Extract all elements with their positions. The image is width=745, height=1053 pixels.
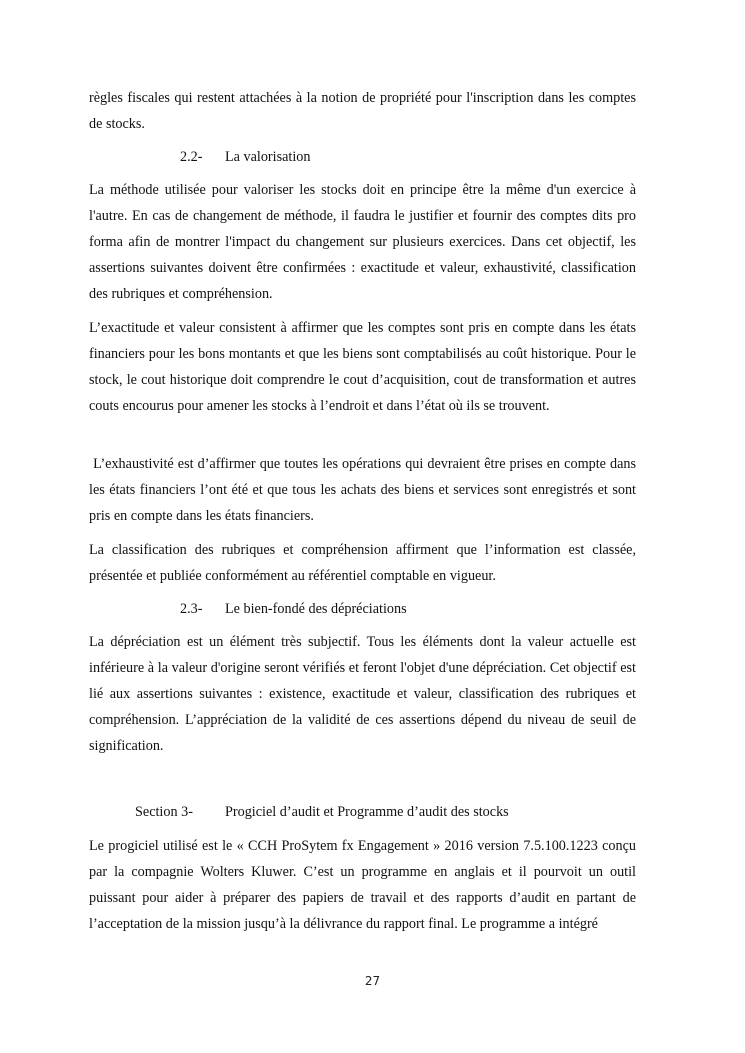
heading-title: Progiciel d’audit et Programme d’audit des stocks [225, 804, 509, 820]
heading-title: La valorisation [225, 149, 311, 165]
paragraph-classification: La classification des rubriques et compréhension affirment que l’information est classée, présentée et publiée conformément au référentiel comptable en vigueur. [89, 542, 636, 584]
heading-number: 2.3- [180, 601, 203, 617]
paragraph-exhaustivite: L’exhaustivité est d’affirmer que toutes les opérations qui devraient être prises en compte dans les états financiers l’ont été et que tous les achats des biens et services sont enregistrés et sont pris en compte dans les états financiers. [89, 456, 640, 524]
heading-number: 2.2- [180, 149, 203, 165]
paragraph-fiscal-rules: règles fiscales qui restent attachées à la notion de propriété pour l'inscription dans les comptes de stocks. [89, 90, 636, 132]
paragraph-progiciel: Le progiciel utilisé est le « CCH ProSytem fx Engagement » 2016 version 7.5.100.1223 conçu par la compagnie Wolters Kluwer. C’est un programme en anglais et il pourvoit un outil puissant pour aider à préparer des papiers de travail et des rapports d’audit en partant de l’acceptation de la mission jusqu’à la délivrance du rapport final. Le programme a intégré [89, 838, 636, 932]
paragraph-exactitude: L’exactitude et valeur consistent à affirmer que les comptes sont pris en compte dans les états financiers pour les bons montants et que les biens sont comptabilisés au coût historique. Pour le stock, le cout historique doit comprendre le cout d’acquisition, cout de transformation et autres couts encourus pour amener les stocks à l’endroit et dans l’état où ils se trouvent. [89, 320, 636, 414]
paragraph-valuation-method: La méthode utilisée pour valoriser les stocks doit en principe être la même d'un exercice à l'autre. En cas de changement de méthode, il faudra le justifier et fournir des comptes dits pro forma afin de montrer l'impact du changement sur plusieurs exercices. Dans cet objectif, les assertions suivantes doivent être confirmées : exactitude et valeur, exhaustivité, classification des rubriques et compréhension. [89, 182, 636, 302]
paragraph-depreciation: La dépréciation est un élément très subjectif. Tous les éléments dont la valeur actuelle est inférieure à la valeur d'origine seront vérifiés et feront l'objet d'une dépréciation. Cet objectif est lié aux assertions suivantes : existence, exactitude et valeur, classification des rubriques et compréhension. L’appréciation de la validité de ces assertions dépend du niveau de seuil de signification. [89, 634, 636, 754]
heading-title: Le bien-fondé des dépréciations [225, 601, 407, 617]
page-number: 27 [364, 974, 381, 988]
heading-number: Section 3- [135, 804, 193, 820]
